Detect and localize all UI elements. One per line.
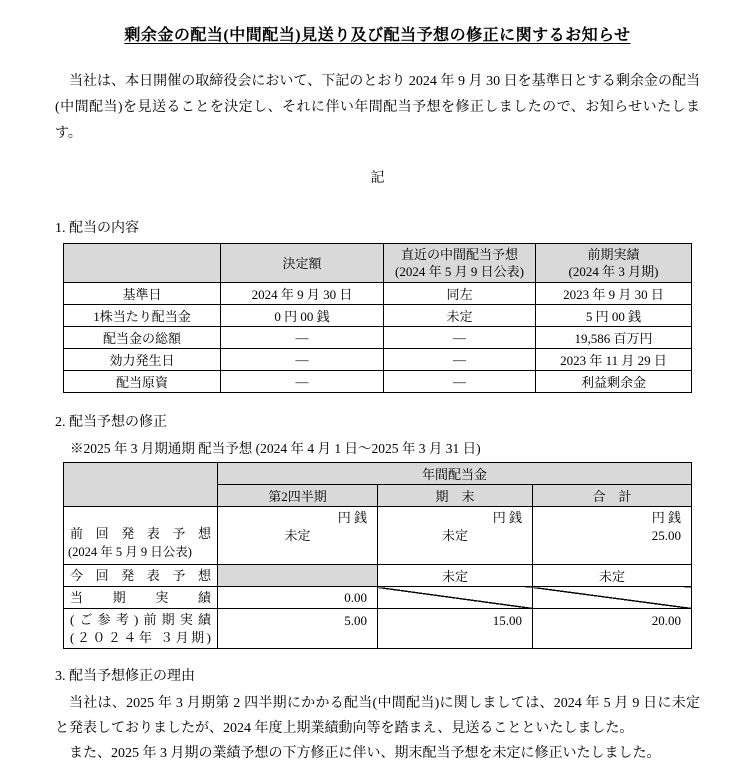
unit-label: 円 銭 [651,510,681,525]
table-cell: 5.00 [218,609,378,649]
page-title [55,22,700,45]
table-cell: 0 円 00 銭 [221,305,384,327]
table-cell: ― [221,371,384,393]
header-cell-prior-result: 前期実績 (2024 年 3 月期) [536,244,692,283]
table-cell: 2024 年 9 月 30 日 [221,283,384,305]
table-cell: ― [221,327,384,349]
table-cell: 2023 年 11 月 29 日 [536,349,692,371]
table-cell: 未定 [384,305,536,327]
row-previous-forecast [64,507,692,565]
row-label: 配当原資 [64,371,221,393]
table-cell: 円 銭 未定 [378,507,533,565]
table-cell: 5 円 00 銭 [536,305,692,327]
table-row-record-date [64,283,692,305]
table-row-dividend-source [64,371,692,393]
table-row-total-dividends [64,327,692,349]
section-1-heading: 1. 配当の内容 [55,221,139,236]
header-cell-q2: 第2四半期 [218,485,378,507]
reason-paragraph-1: 当社は、2025 年 3 月期第 2 四半期にかかる配当(中間配当)に関しましては、2024 年 5 月 9 日に未定と発表しておりましたが、2024 年度上期業績動向等を踏まえ、見送ることといたしました。 [55,696,700,736]
forecast-period-note: ※2025 年 3 月期通期 配当予想 (2024 年 4 月 1 日～2025 年 3 月 31 日) [70,441,481,456]
table-cell-not-applicable [378,587,533,609]
table-cell: 円 銭 25.00 [533,507,692,565]
row-label: 前回発表予想 (2024 年 5 月 9 日公表) [64,507,218,565]
table-cell: 円 銭 未定 [218,507,378,565]
row-label: 配当金の総額 [64,327,221,349]
dividend-details-table [63,243,692,393]
row-label: 当期実績 [64,587,218,609]
table-cell: ― [384,371,536,393]
table-row-dividend-per-share [64,305,692,327]
row-revised-forecast [64,565,692,587]
table-cell-blank-shaded [218,565,378,587]
section-2-heading: 2. 配当予想の修正 [55,415,167,430]
intro-paragraph: 当社は、本日開催の取締役会において、下記のとおり 2024 年 9 月 30 日を基準日とする剰余金の配当(中間配当)を見送ることを決定し、それに伴い年間配当予想を修正しましたので、お知らせいたします。 [55,74,700,141]
reason-paragraph-2: また、2025 年 3 月期の業績予想の下方修正に伴い、期末配当予想を未定に修正いたしました。 [69,746,661,761]
table-cell: ― [221,349,384,371]
page-title-text: 剰余金の配当(中間配当)見送り及び配当予想の修正に関するお知らせ [124,27,631,44]
table-cell: 19,586 百万円 [536,327,692,349]
header-cell-decided: 決定額 [221,244,384,283]
header-cell-annual-dividend: 年間配当金 [218,463,692,485]
section-3-heading: 3. 配当予想修正の理由 [55,669,195,684]
table-cell: 0.00 [218,587,378,609]
table-header-row [64,244,692,283]
table-cell: ― [384,349,536,371]
row-label: (ご参考)前期実績 (２０２４年 ３月期) [64,609,218,649]
table-cell-not-applicable [533,587,692,609]
unit-label: 円 銭 [337,510,367,525]
table-cell: 15.00 [378,609,533,649]
header-cell-recent-forecast: 直近の中間配当予想 (2024 年 5 月 9 日公表) [384,244,536,283]
table-cell: 未定 [533,565,692,587]
row-label: 1株当たり配当金 [64,305,221,327]
table-cell: 2023 年 9 月 30 日 [536,283,692,305]
table-cell: 同左 [384,283,536,305]
row-label: 効力発生日 [64,349,221,371]
header-cell-total: 合 計 [533,485,692,507]
table-row-effective-date [64,349,692,371]
row-prior-result [64,609,692,649]
table-cell: 20.00 [533,609,692,649]
record-mark: 記 [370,171,385,186]
row-label: 基準日 [64,283,221,305]
header-cell-year-end: 期 末 [378,485,533,507]
dividend-forecast-table [63,462,692,649]
table-cell: ― [384,327,536,349]
unit-label: 円 銭 [492,510,522,525]
row-current-result [64,587,692,609]
forecast-header-group-row [64,463,692,485]
table-cell: 利益剰余金 [536,371,692,393]
row-label: 今回発表予想 [64,565,218,587]
header-cell-empty [64,463,218,507]
table-cell: 未定 [378,565,533,587]
header-cell-empty [64,244,221,283]
